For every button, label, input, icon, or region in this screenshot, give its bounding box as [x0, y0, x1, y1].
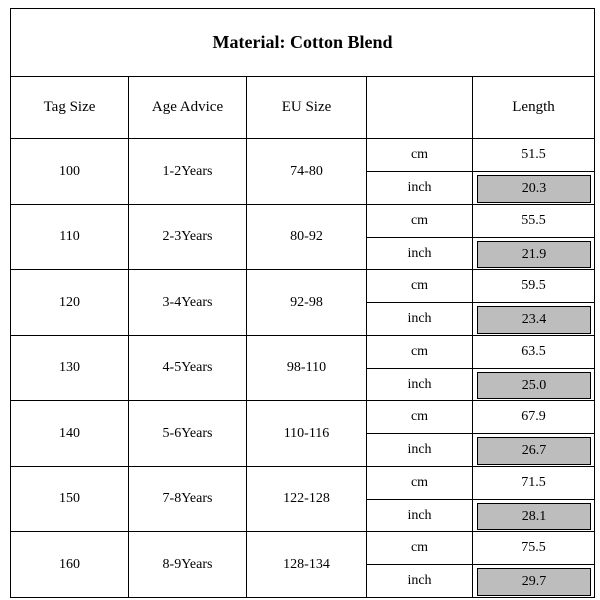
unit-inch-label: inch	[366, 302, 473, 336]
unit-cm-label: cm	[366, 335, 473, 369]
tag-size-cell: 110	[10, 204, 129, 270]
length-inch-cell	[472, 302, 595, 336]
table-title: Material: Cotton Blend	[10, 8, 595, 77]
length-inch-cell	[472, 433, 595, 467]
unit-cm-label: cm	[366, 269, 473, 303]
length-cm-value: 75.5	[472, 531, 595, 565]
age-advice-cell: 1-2Years	[128, 138, 247, 205]
length-inch-value: 28.1	[477, 503, 591, 530]
unit-inch-label: inch	[366, 171, 473, 205]
length-inch-value: 21.9	[477, 241, 591, 268]
age-advice-cell: 2-3Years	[128, 204, 247, 270]
length-inch-cell	[472, 564, 595, 598]
tag-size-cell: 150	[10, 466, 129, 532]
length-cm-value: 51.5	[472, 138, 595, 172]
unit-cm-label: cm	[366, 204, 473, 238]
tag-size-cell: 140	[10, 400, 129, 467]
eu-size-cell: 98-110	[246, 335, 367, 401]
length-inch-value: 26.7	[477, 437, 591, 465]
tag-size-cell: 120	[10, 269, 129, 336]
length-inch-value: 20.3	[477, 175, 591, 203]
eu-size-cell: 80-92	[246, 204, 367, 270]
age-advice-cell: 3-4Years	[128, 269, 247, 336]
unit-cm-label: cm	[366, 400, 473, 434]
unit-inch-label: inch	[366, 499, 473, 532]
length-cm-value: 55.5	[472, 204, 595, 238]
tag-size-cell: 160	[10, 531, 129, 598]
unit-cm-label: cm	[366, 138, 473, 172]
unit-inch-label: inch	[366, 564, 473, 598]
unit-cm-label: cm	[366, 466, 473, 500]
eu-size-cell: 128-134	[246, 531, 367, 598]
unit-cm-label: cm	[366, 531, 473, 565]
header-age-advice: Age Advice	[128, 76, 247, 139]
length-inch-cell	[472, 171, 595, 205]
length-inch-value: 25.0	[477, 372, 591, 399]
eu-size-cell: 92-98	[246, 269, 367, 336]
length-cm-value: 67.9	[472, 400, 595, 434]
length-cm-value: 63.5	[472, 335, 595, 369]
unit-inch-label: inch	[366, 433, 473, 467]
header-eu-size: EU Size	[246, 76, 367, 139]
age-advice-cell: 5-6Years	[128, 400, 247, 467]
header-tag-size: Tag Size	[10, 76, 129, 139]
unit-inch-label: inch	[366, 237, 473, 270]
eu-size-cell: 122-128	[246, 466, 367, 532]
length-inch-cell	[472, 368, 595, 401]
age-advice-cell: 8-9Years	[128, 531, 247, 598]
age-advice-cell: 4-5Years	[128, 335, 247, 401]
length-inch-value: 29.7	[477, 568, 591, 596]
eu-size-cell: 74-80	[246, 138, 367, 205]
unit-inch-label: inch	[366, 368, 473, 401]
length-cm-value: 71.5	[472, 466, 595, 500]
length-cm-value: 59.5	[472, 269, 595, 303]
length-inch-value: 23.4	[477, 306, 591, 334]
eu-size-cell: 110-116	[246, 400, 367, 467]
tag-size-cell: 100	[10, 138, 129, 205]
tag-size-cell: 130	[10, 335, 129, 401]
header-unit	[366, 76, 473, 139]
header-length: Length	[472, 76, 595, 139]
length-inch-cell	[472, 499, 595, 532]
age-advice-cell: 7-8Years	[128, 466, 247, 532]
length-inch-cell	[472, 237, 595, 270]
